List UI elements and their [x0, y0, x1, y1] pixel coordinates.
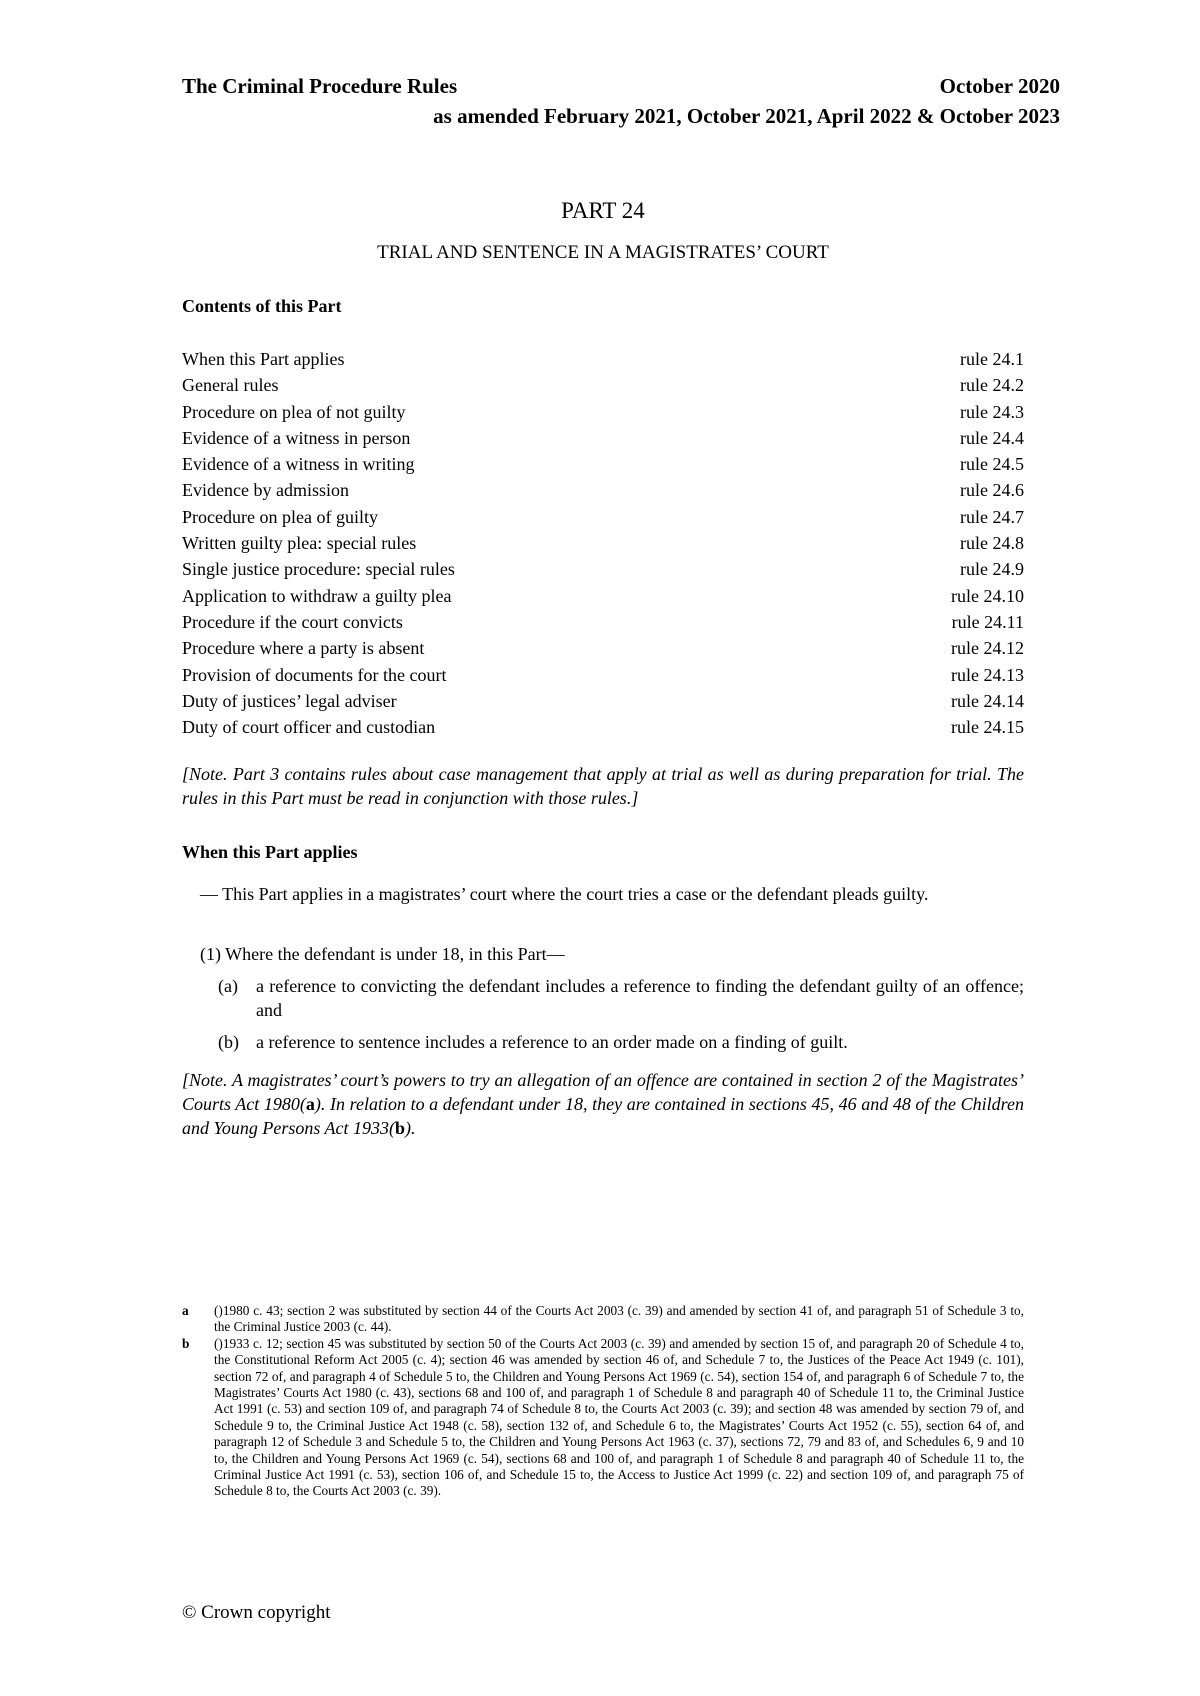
contents-item-ref: rule 24.2 [960, 375, 1024, 396]
contents-item[interactable] [182, 451, 1024, 477]
contents-heading: Contents of this Part [182, 296, 342, 316]
contents-item[interactable] [182, 662, 1024, 688]
part-subtitle: TRIAL AND SENTENCE IN A MAGISTRATES’ COURT [377, 242, 829, 263]
contents-item[interactable] [182, 714, 1024, 740]
footnote-label: b [182, 1335, 190, 1351]
part-title: PART 24 [561, 198, 645, 223]
contents-item-ref: rule 24.1 [960, 349, 1024, 369]
footnote-text: ()1980 c. 43; section 2 was substituted by section 44 of the Courts Act 2003 (c. 39) and amended by section 41 of, and paragraph 51 of Schedule 3 to, the Criminal Justice 2003 (c. 44). [214, 1303, 1024, 1335]
contents-item[interactable] [182, 635, 1024, 661]
contents-item-title: Procedure on plea of not guilty [182, 401, 406, 422]
contents-item[interactable] [182, 399, 1024, 425]
contents-item-ref: rule 24.15 [951, 717, 1024, 738]
contents-item[interactable] [182, 425, 1024, 451]
header-date: October 2020 [939, 74, 1060, 98]
contents-item[interactable] [182, 583, 1024, 609]
contents-item-title: Evidence of a witness in writing [182, 454, 415, 475]
contents-item-ref: rule 24.10 [951, 585, 1024, 606]
contents-list [182, 346, 1024, 740]
case-management-note: [Note. Part 3 contains rules about case management that apply at trial as well as during preparation for trial. The rules in this Part must be read in conjunction with those rules.] [182, 764, 1024, 808]
powers-note-text: [Note. A magistrates’ court’s powers to try an allegation of an offence are contained in section 2 of the Magistrates’ Courts Act 1980( [182, 1070, 1024, 1114]
contents-item[interactable] [182, 372, 1024, 398]
footnote-ref-b[interactable]: b [395, 1118, 406, 1138]
document-page [182, 0, 1060, 1696]
contents-item-ref: rule 24.13 [951, 664, 1024, 685]
contents-item-title: Procedure if the court convicts [182, 611, 403, 632]
rule-paragraph: — This Part applies in a magistrates’ court where the court tries a case or the defendant pleads guilty. [200, 884, 929, 904]
header-amended: as amended February 2021, October 2021, April 2022 & October 2023 [433, 104, 1060, 128]
powers-note-text: ). [405, 1118, 416, 1138]
contents-item-title: General rules [182, 375, 279, 396]
contents-item-ref: rule 24.14 [951, 690, 1024, 711]
contents-item-title: Application to withdraw a guilty plea [182, 585, 452, 606]
contents-item-title: Evidence of a witness in person [182, 427, 411, 448]
footnote-b [182, 1336, 1024, 1500]
contents-item[interactable] [182, 530, 1024, 556]
contents-item-title: Evidence by admission [182, 480, 349, 501]
contents-item-ref: rule 24.12 [951, 638, 1024, 659]
item-text: a reference to convicting the defendant includes a reference to finding the defendant guilty of an offence; and [256, 976, 1024, 1020]
powers-note [182, 1068, 1024, 1140]
contents-item-ref: rule 24.6 [960, 480, 1024, 501]
section-heading: When this Part applies [182, 842, 358, 862]
item-letter: (b) [218, 1032, 239, 1052]
contents-item[interactable] [182, 556, 1024, 582]
contents-item-title: Procedure where a party is absent [182, 638, 425, 659]
contents-item-ref: rule 24.5 [960, 454, 1024, 475]
footnote-ref-a[interactable]: a [305, 1094, 315, 1114]
footnote-text: ()1933 c. 12; section 45 was substituted by section 50 of the Courts Act 2003 (c. 39) and amended by section 15 of, and paragraph 20 of Schedule 4 to, the Constitutional Reform Act 2005 (c. 4); section 46 was amended by section 46 of, and Schedule 7 to, the Justices of the Peace Act 1949 (c. 101), section 72 of, and paragraph 4 of Schedule 5 to, the Children and Young Persons Act 1969 (c. 54), section 154 of, and paragraph 6 of Schedule 7 to, the Magistrates’ Courts Act 1980 (c. 43), sections 68 and 100 of, and paragraph 1 of Schedule 8 and paragraph 40 of Schedule 11 to, the Criminal Justice Act 1991 (c. 53) and section 109 of, and paragraph 74 of Schedule 8 to, the Courts Act 2003 (c. 39); and section 48 was amended by section 79 of, and Schedule 9 to, the Criminal Justice Act 1948 (c. 58), section 132 of, and Schedule 6 to, the Magistrates’ Courts Act 1952 (c. 55), section 64 of, and paragraph 12 of Schedule 3 and Schedule 5 to, the Children and Young Persons Act 1963 (c. 37), sections 72, 79 and 83 of, and Schedules 6, 9 and 10 to, the Children and Young Persons Act 1969 (c. 54), sections 68 and 100 of, and paragraph 1 of Schedule 8 and paragraph 40 of Schedule 11 to, the Criminal Justice Act 1991 (c. 53), section 106 of, and Schedule 15 to, the Access to Justice Act 1999 (c. 22) and section 109 of, and paragraph 75 of Schedule 8 to, the Courts Act 2003 (c. 39). [214, 1335, 1024, 1499]
contents-item-ref: rule 24.3 [960, 401, 1024, 422]
footnotes [182, 1303, 1024, 1500]
contents-item-ref: rule 24.7 [960, 506, 1024, 527]
contents-item-title: Provision of documents for the court [182, 664, 447, 685]
contents-item-ref: rule 24.4 [960, 427, 1024, 448]
contents-item[interactable] [182, 609, 1024, 635]
footnote-label: a [182, 1303, 189, 1318]
contents-item-title: Single justice procedure: special rules [182, 559, 455, 580]
header-title: The Criminal Procedure Rules [182, 74, 458, 98]
contents-item[interactable] [182, 504, 1024, 530]
contents-item-ref: rule 24.9 [960, 559, 1024, 580]
rule-subparagraph-1: (1) Where the defendant is under 18, in this Part— [200, 944, 565, 964]
contents-item-title: When this Part applies [182, 349, 345, 369]
powers-note-text: ). In relation to a defendant under 18, they are contained in sections 45, 46 and 48 of the Children and Young Persons Act 1933( [182, 1094, 1024, 1138]
contents-item[interactable] [182, 346, 1024, 372]
contents-item-ref: rule 24.11 [951, 611, 1024, 632]
item-text: a reference to sentence includes a reference to an order made on a finding of guilt. [256, 1032, 848, 1052]
contents-item[interactable] [182, 688, 1024, 714]
item-letter: (a) [218, 976, 238, 996]
contents-item-title: Procedure on plea of guilty [182, 506, 378, 527]
copyright-notice: © Crown copyright [182, 1602, 331, 1623]
contents-item-title: Duty of justices’ legal adviser [182, 690, 397, 711]
footnote-a [182, 1303, 1024, 1336]
contents-item-ref: rule 24.8 [960, 533, 1024, 554]
contents-item-title: Written guilty plea: special rules [182, 533, 417, 554]
contents-item-title: Duty of court officer and custodian [182, 717, 436, 738]
contents-item[interactable] [182, 477, 1024, 503]
